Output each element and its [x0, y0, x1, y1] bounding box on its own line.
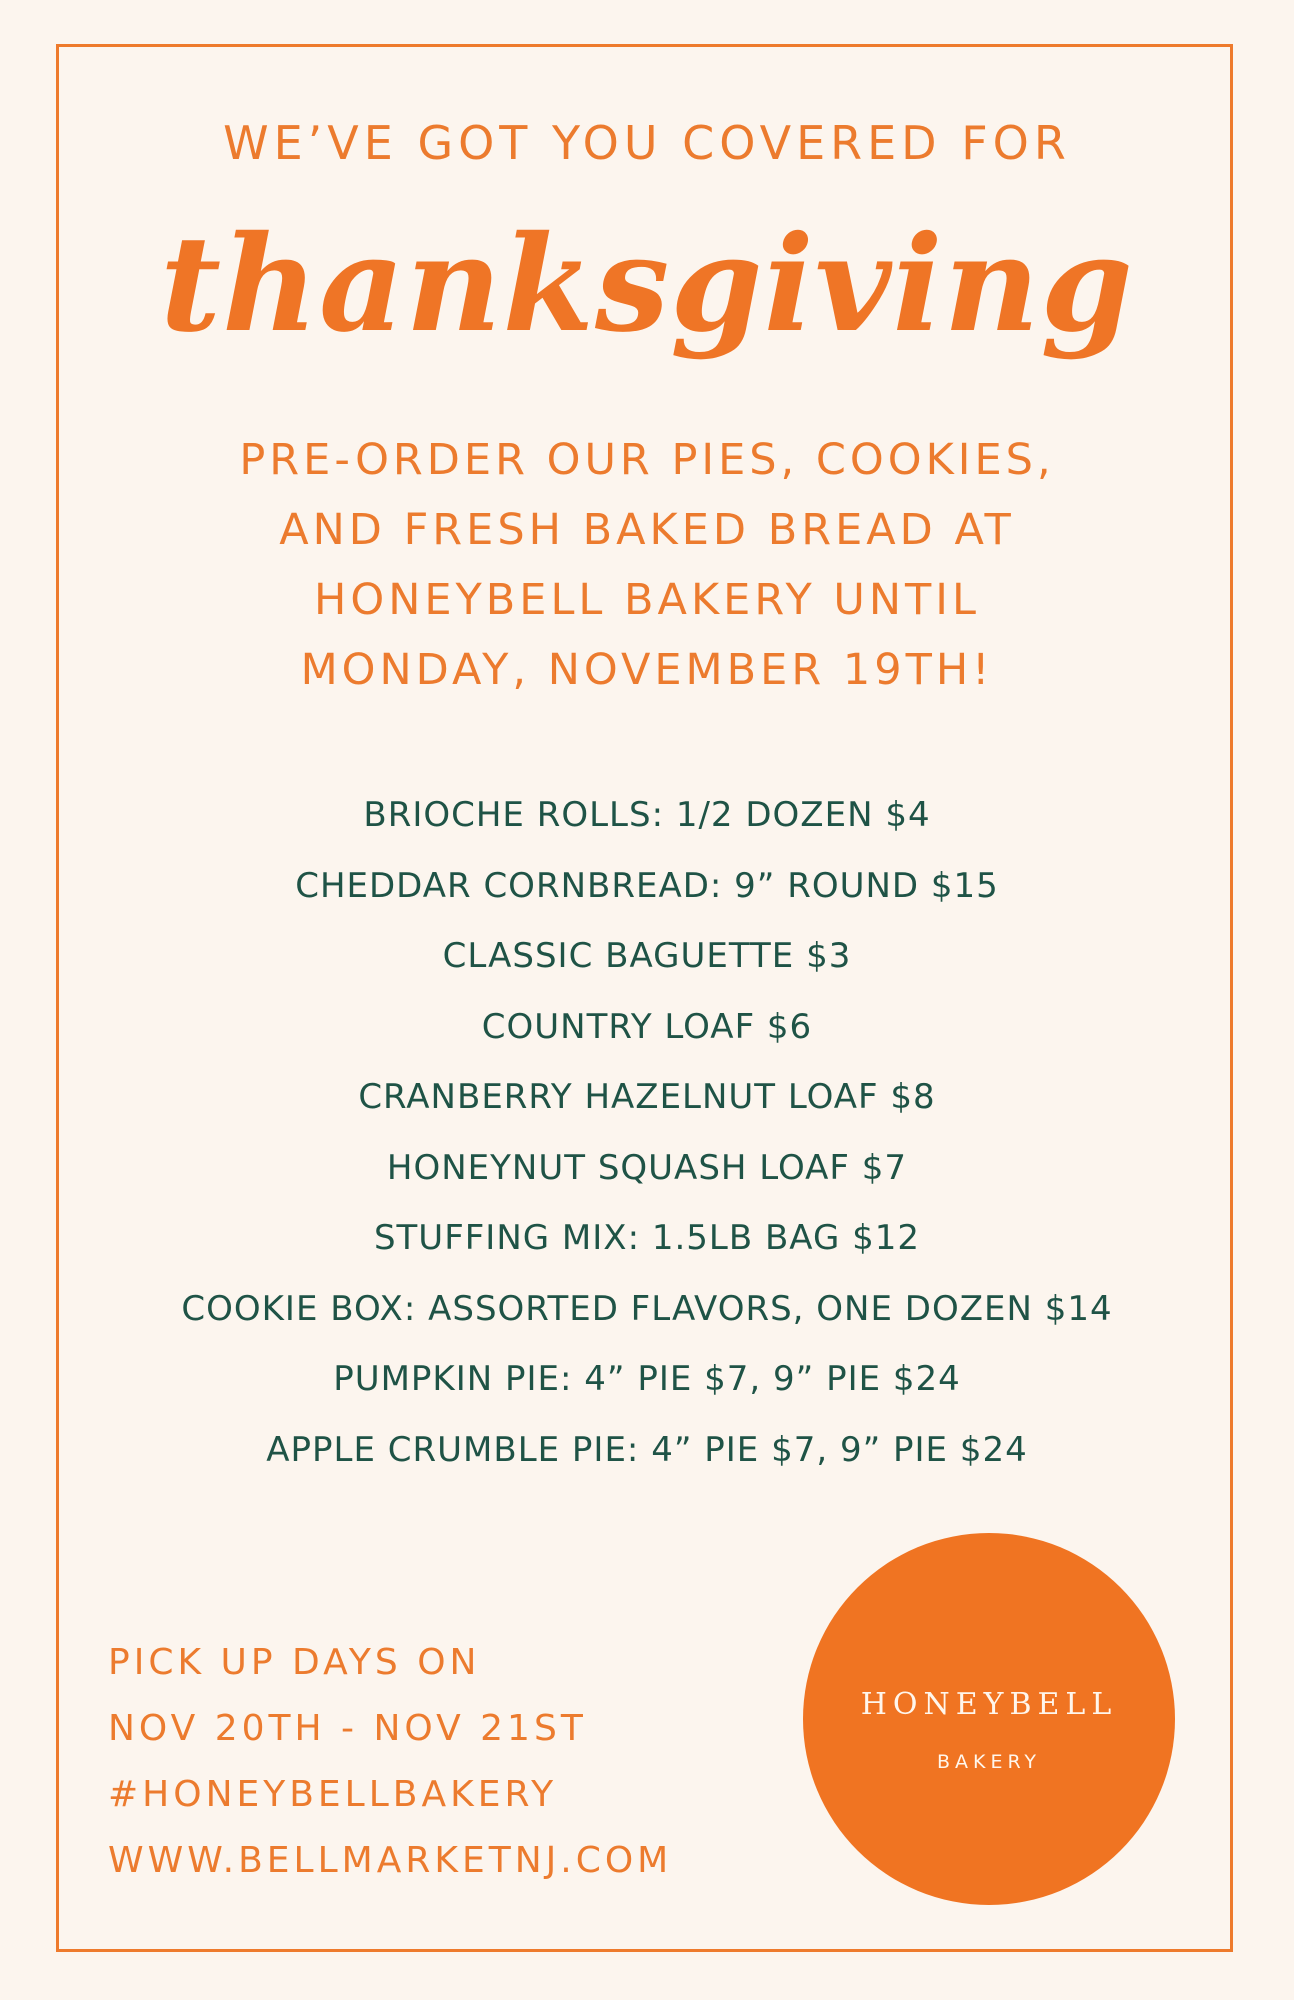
pickup-dates: NOV 20TH - NOV 21ST — [108, 1708, 587, 1749]
intro-text — [0, 425, 1294, 705]
menu-item: COUNTRY LOAF $6 — [481, 1006, 813, 1047]
logo-subtitle: BAKERY — [936, 1751, 1042, 1773]
pickup-info — [108, 1630, 672, 1894]
menu-item: APPLE CRUMBLE PIE: 4” PIE $7, 9” PIE $24 — [266, 1429, 1028, 1470]
menu-item: BRIOCHE ROLLS: 1/2 DOZEN $4 — [363, 795, 931, 835]
hashtag: #HONEYBELLBAKERY — [108, 1774, 558, 1815]
menu-item: PUMPKIN PIE: 4” PIE $7, 9” PIE $24 — [333, 1359, 961, 1399]
headline: WE’VE GOT YOU COVERED FOR — [223, 116, 1071, 170]
menu-item: CRANBERRY HAZELNUT LOAF $8 — [358, 1077, 936, 1117]
intro-line: HONEYBELL BAKERY UNTIL — [314, 575, 980, 625]
intro-line: PRE-ORDER OUR PIES, COOKIES, — [239, 435, 1055, 485]
pickup-label: PICK UP DAYS ON — [108, 1642, 481, 1683]
intro-line: AND FRESH BAKED BREAD AT — [279, 505, 1015, 555]
menu-item: CLASSIC BAGUETTE $3 — [442, 936, 852, 976]
menu-item: HONEYNUT SQUASH LOAF $7 — [386, 1147, 908, 1188]
website-link: WWW.BELLMARKETNJ.COM — [108, 1840, 673, 1881]
script-title: thanksgiving — [160, 207, 1134, 362]
intro-line: MONDAY, NOVEMBER 19TH! — [300, 645, 994, 695]
menu-item: CHEDDAR CORNBREAD: 9” ROUND $15 — [295, 865, 999, 906]
menu-list — [0, 780, 1294, 1485]
menu-item: STUFFING MIX: 1.5LB BAG $12 — [373, 1218, 921, 1258]
menu-item: COOKIE BOX: ASSORTED FLAVORS, ONE DOZEN $14 — [181, 1288, 1113, 1329]
honeybell-bakery-logo — [803, 1533, 1175, 1905]
logo-name: HONEYBELL — [860, 1687, 1118, 1722]
